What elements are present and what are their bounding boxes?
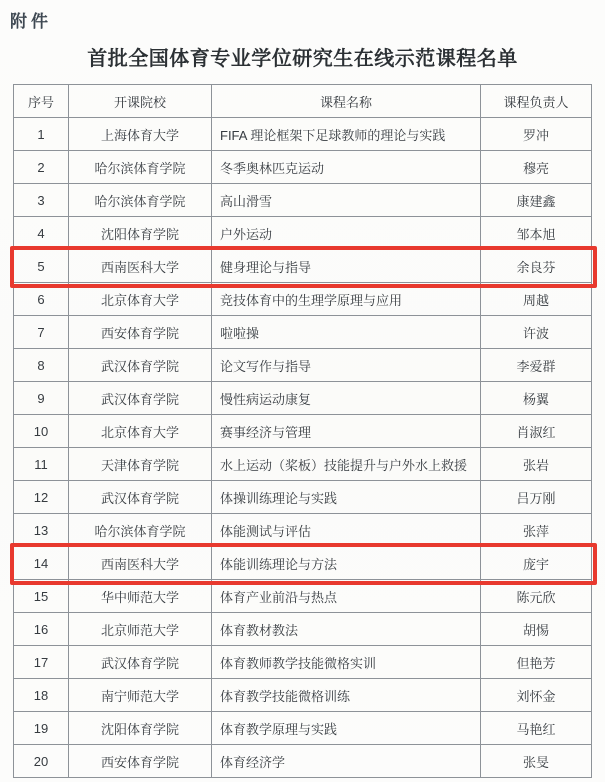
cell-course-name: 体育教学原理与实践 xyxy=(212,712,481,745)
column-header-course: 课程名称 xyxy=(212,85,481,118)
cell-course-name: 体育经济学 xyxy=(212,745,481,778)
cell-serial-number: 4 xyxy=(14,217,69,250)
cell-serial-number: 1 xyxy=(14,118,69,151)
table-row xyxy=(14,316,592,349)
cell-school: 天津体育学院 xyxy=(69,448,212,481)
cell-course-leader: 张萍 xyxy=(481,514,592,547)
cell-course-leader: 陈元欣 xyxy=(481,580,592,613)
table-row xyxy=(14,514,592,547)
cell-serial-number: 20 xyxy=(14,745,69,778)
cell-course-leader: 刘怀金 xyxy=(481,679,592,712)
cell-serial-number: 11 xyxy=(14,448,69,481)
cell-serial-number: 18 xyxy=(14,679,69,712)
cell-course-name: 体能训练理论与方法 xyxy=(212,547,481,580)
cell-serial-number: 15 xyxy=(14,580,69,613)
cell-serial-number: 13 xyxy=(14,514,69,547)
cell-course-leader: 罗冲 xyxy=(481,118,592,151)
cell-course-name: 赛事经济与管理 xyxy=(212,415,481,448)
attachment-label: 附件 xyxy=(10,12,52,31)
cell-school: 西南医科大学 xyxy=(69,250,212,283)
cell-course-name: 体育教材教法 xyxy=(212,613,481,646)
cell-course-leader: 余良芬 xyxy=(481,250,592,283)
cell-serial-number: 5 xyxy=(14,250,69,283)
table-row xyxy=(14,151,592,184)
table-row xyxy=(14,481,592,514)
cell-course-name: 体操训练理论与实践 xyxy=(212,481,481,514)
cell-course-leader: 周越 xyxy=(481,283,592,316)
cell-course-name: 竞技体育中的生理学原理与应用 xyxy=(212,283,481,316)
cell-course-leader: 肖淑红 xyxy=(481,415,592,448)
table-header-row xyxy=(14,85,592,118)
cell-course-leader: 马艳红 xyxy=(481,712,592,745)
document-title: 首批全国体育专业学位研究生在线示范课程名单 xyxy=(87,48,518,70)
cell-course-leader: 康建鑫 xyxy=(481,184,592,217)
cell-course-leader: 邹本旭 xyxy=(481,217,592,250)
cell-school: 北京体育大学 xyxy=(69,415,212,448)
cell-serial-number: 9 xyxy=(14,382,69,415)
cell-course-leader: 胡惕 xyxy=(481,613,592,646)
cell-course-name: 健身理论与指导 xyxy=(212,250,481,283)
cell-course-leader: 张旻 xyxy=(481,745,592,778)
cell-school: 西南医科大学 xyxy=(69,547,212,580)
table-row xyxy=(14,646,592,679)
cell-course-name: 户外运动 xyxy=(212,217,481,250)
course-table xyxy=(13,84,592,778)
cell-school: 沈阳体育学院 xyxy=(69,217,212,250)
cell-school: 武汉体育学院 xyxy=(69,481,212,514)
cell-serial-number: 16 xyxy=(14,613,69,646)
cell-course-leader: 庞宇 xyxy=(481,547,592,580)
table-row xyxy=(14,679,592,712)
table-body xyxy=(14,118,592,778)
cell-course-leader: 许波 xyxy=(481,316,592,349)
table-row xyxy=(14,382,592,415)
cell-school: 南宁师范大学 xyxy=(69,679,212,712)
cell-course-leader: 穆亮 xyxy=(481,151,592,184)
table-row xyxy=(14,184,592,217)
cell-course-name: 啦啦操 xyxy=(212,316,481,349)
column-header-school: 开课院校 xyxy=(69,85,212,118)
table-row xyxy=(14,217,592,250)
cell-course-name: 冬季奥林匹克运动 xyxy=(212,151,481,184)
cell-school: 华中师范大学 xyxy=(69,580,212,613)
table-row xyxy=(14,250,592,283)
cell-serial-number: 3 xyxy=(14,184,69,217)
cell-school: 哈尔滨体育学院 xyxy=(69,151,212,184)
cell-course-leader: 李爱群 xyxy=(481,349,592,382)
table-row xyxy=(14,580,592,613)
cell-course-name: 水上运动（桨板）技能提升与户外水上救援 xyxy=(212,448,481,481)
cell-serial-number: 7 xyxy=(14,316,69,349)
cell-serial-number: 6 xyxy=(14,283,69,316)
cell-course-leader: 吕万刚 xyxy=(481,481,592,514)
cell-course-name: 体育教师教学技能微格实训 xyxy=(212,646,481,679)
cell-course-leader: 张岩 xyxy=(481,448,592,481)
cell-school: 武汉体育学院 xyxy=(69,382,212,415)
column-header-leader: 课程负责人 xyxy=(481,85,592,118)
cell-course-name: 高山滑雪 xyxy=(212,184,481,217)
table-row xyxy=(14,613,592,646)
cell-serial-number: 17 xyxy=(14,646,69,679)
table-row xyxy=(14,349,592,382)
table-row xyxy=(14,448,592,481)
cell-course-name: 论文写作与指导 xyxy=(212,349,481,382)
cell-school: 北京体育大学 xyxy=(69,283,212,316)
cell-serial-number: 8 xyxy=(14,349,69,382)
cell-school: 西安体育学院 xyxy=(69,745,212,778)
cell-school: 北京师范大学 xyxy=(69,613,212,646)
table-row xyxy=(14,547,592,580)
cell-serial-number: 19 xyxy=(14,712,69,745)
cell-school: 哈尔滨体育学院 xyxy=(69,184,212,217)
cell-school: 哈尔滨体育学院 xyxy=(69,514,212,547)
cell-school: 武汉体育学院 xyxy=(69,349,212,382)
cell-school: 西安体育学院 xyxy=(69,316,212,349)
cell-course-leader: 杨翼 xyxy=(481,382,592,415)
cell-course-leader: 但艳芳 xyxy=(481,646,592,679)
column-header-no: 序号 xyxy=(14,85,69,118)
cell-school: 上海体育大学 xyxy=(69,118,212,151)
table-row xyxy=(14,283,592,316)
cell-course-name: FIFA 理论框架下足球教师的理论与实践 xyxy=(212,118,481,151)
table-row xyxy=(14,745,592,778)
cell-school: 沈阳体育学院 xyxy=(69,712,212,745)
table-row xyxy=(14,118,592,151)
cell-school: 武汉体育学院 xyxy=(69,646,212,679)
cell-course-name: 慢性病运动康复 xyxy=(212,382,481,415)
cell-course-name: 体能测试与评估 xyxy=(212,514,481,547)
table-row xyxy=(14,415,592,448)
cell-course-name: 体育产业前沿与热点 xyxy=(212,580,481,613)
table-row xyxy=(14,712,592,745)
cell-serial-number: 2 xyxy=(14,151,69,184)
cell-serial-number: 12 xyxy=(14,481,69,514)
cell-course-name: 体育教学技能微格训练 xyxy=(212,679,481,712)
cell-serial-number: 10 xyxy=(14,415,69,448)
cell-serial-number: 14 xyxy=(14,547,69,580)
